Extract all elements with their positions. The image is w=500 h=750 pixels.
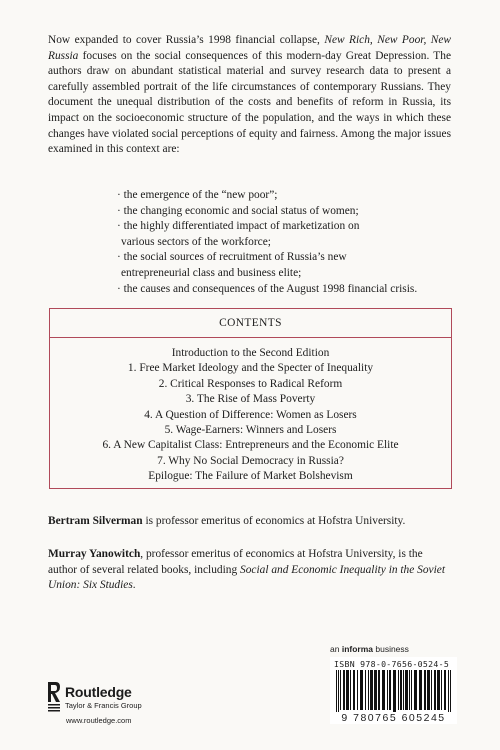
description: [48, 33, 451, 158]
toc-item: 2. Critical Responses to Radical Reform: [158, 377, 343, 390]
contents-box: [49, 308, 452, 489]
publisher-block: [65, 684, 142, 710]
author-bio-end: .: [132, 579, 136, 592]
book-title: New Rich, New Poor, New Russia: [48, 34, 451, 62]
toc-item: Introduction to the Second Edition: [171, 347, 330, 359]
toc-item: 5. Wage-Earners: Winners and Losers: [164, 424, 337, 437]
toc-item: 7. Why No Social Democracy in Russia?: [157, 454, 344, 467]
issues-list: [117, 188, 447, 297]
toc-item: Epilogue: The Failure of Market Bolshevism: [148, 470, 353, 483]
issue-item-continued: various sectors of the workforce;: [121, 235, 271, 248]
barcode-icon: [330, 670, 457, 714]
toc-item: 6. A New Capitalist Class: Entrepreneurs and the Economic Elite: [102, 439, 399, 452]
publisher-url: www.routledge.com: [66, 716, 132, 725]
issue-item: · the causes and consequences of the August 1998 financial crisis.: [117, 282, 418, 295]
informa-prefix: an: [330, 644, 342, 654]
publisher-name: Routledge: [65, 684, 132, 700]
toc-item: 1. Free Market Ideology and the Specter of Inequality: [127, 362, 374, 375]
barcode-area: [330, 657, 457, 724]
author-name: Murray Yanowitch: [48, 548, 141, 560]
publisher-group: Taylor & Francis Group: [65, 701, 142, 710]
informa-brand: informa: [341, 644, 373, 654]
author-bio-yanowitch: [48, 547, 453, 594]
author-name: Bertram Silverman: [48, 515, 143, 527]
author-bio-text: , professor emeritus of economics at Hofstra University, is the author of several related books, including: [48, 548, 423, 576]
related-book-title: Social and Economic Inequality in the Soviet Union: Six Studies: [48, 563, 445, 592]
informa-suffix: business: [373, 644, 409, 654]
description-text-rest: focuses on the social consequences of this modern-day Great Depression. The authors draw on abundant statistical material and survey research data to present a carefully assembled portrait of the life circumstances of contemporary Russians. They document the unequal distribution of the costs and benefits of reform in Russia, its impact on the socioeconomic structure of the population, and the ways in which these changes have violated social perceptions of equity and fairness. Among the major issues examined in this context are:: [48, 49, 451, 156]
description-paragraph: [48, 33, 451, 158]
isbn-label: ISBN 978-0-7656-0524-5: [334, 659, 450, 669]
contents-heading: CONTENTS: [219, 317, 282, 329]
toc-item: 3. The Rise of Mass Poverty: [185, 393, 316, 406]
issue-item-continued: entrepreneurial class and business elite;: [121, 266, 302, 279]
issue-item: · the highly differentiated impact of marketization on: [117, 220, 360, 233]
author-bio-silverman: [48, 514, 453, 530]
informa-tagline: [330, 644, 409, 654]
contents-divider: [50, 337, 451, 338]
barcode-number: 9 780765 605245: [330, 712, 457, 724]
toc-list: [50, 346, 451, 485]
issue-item: · the emergence of the “new poor”;: [117, 189, 278, 201]
issue-item: · the changing economic and social status of women;: [117, 204, 359, 217]
toc-item: 4. A Question of Difference: Women as Losers: [144, 408, 357, 421]
author-bio-text: is professor emeritus of economics at Hofstra University.: [142, 515, 406, 527]
issue-item: · the social sources of recruitment of Russia’s new: [117, 251, 347, 264]
routledge-logo-icon: [47, 681, 61, 715]
description-text-start: Now expanded to cover Russia’s 1998 financial collapse,: [48, 34, 325, 46]
